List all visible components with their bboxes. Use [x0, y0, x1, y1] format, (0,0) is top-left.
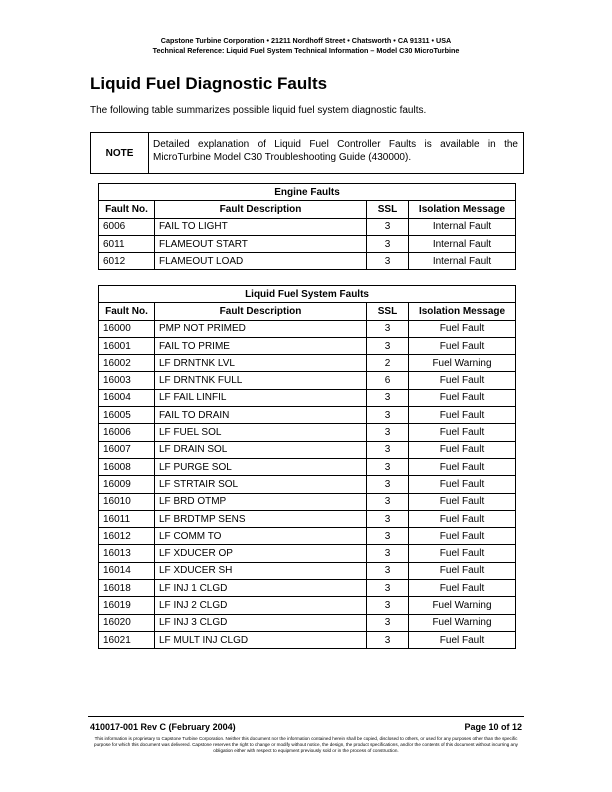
- fault-description: LF MULT INJ CLGD: [155, 631, 367, 648]
- ssl-value: 3: [367, 320, 409, 337]
- fault-number: 16012: [99, 528, 155, 545]
- table-row: [99, 580, 516, 597]
- page-header: [0, 36, 612, 56]
- fault-description: LF COMM TO: [155, 528, 367, 545]
- fault-description: FLAMEOUT START: [155, 235, 367, 252]
- fault-number: 6011: [99, 235, 155, 252]
- isolation-message: Fuel Fault: [409, 562, 516, 579]
- isolation-message: Fuel Fault: [409, 458, 516, 475]
- fault-number: 16021: [99, 631, 155, 648]
- note-text: Detailed explanation of Liquid Fuel Controller Faults is available in the MicroTurbine Model C30 Troubleshooting Guide (430000).: [153, 139, 518, 163]
- isolation-message: Fuel Fault: [409, 528, 516, 545]
- isolation-message: Fuel Fault: [409, 407, 516, 424]
- fault-number: 16001: [99, 337, 155, 354]
- header-reference: Technical Reference: Liquid Fuel System Technical Information – Model C30 MicroTurbine: [152, 46, 460, 55]
- fault-description: LF FAIL LINFIL: [155, 389, 367, 406]
- fault-description: LF DRNTNK LVL: [155, 355, 367, 372]
- fault-number: 16008: [99, 458, 155, 475]
- table-row: [99, 424, 516, 441]
- fault-description: LF INJ 1 CLGD: [155, 580, 367, 597]
- ssl-value: 3: [367, 253, 409, 270]
- isolation-message: Fuel Fault: [409, 372, 516, 389]
- fault-description: LF XDUCER SH: [155, 562, 367, 579]
- table-row: [99, 355, 516, 372]
- table-row: [99, 476, 516, 493]
- column-header: Fault Description: [155, 303, 367, 320]
- table-row: [99, 407, 516, 424]
- fault-description: LF STRTAIR SOL: [155, 476, 367, 493]
- ssl-value: 3: [367, 631, 409, 648]
- table-row: [99, 337, 516, 354]
- column-header: Isolation Message: [409, 201, 516, 218]
- fault-number: 16005: [99, 407, 155, 424]
- ssl-value: 3: [367, 493, 409, 510]
- footer-disclaimer: This information is proprietary to Capstone Turbine Corporation. Neither this document nor the information contained herein shall be copied, disclosed to others, or used for any purposes other than the specific purpose for which this document was delivered. Capstone reserves the right to change or modify without notice, the design, the product specifications, and/or the contents of this document without incurring any obligation either with respect to equipment previously sold or in the process of construction.: [94, 736, 518, 754]
- ssl-value: 3: [367, 545, 409, 562]
- isolation-message: Fuel Fault: [409, 545, 516, 562]
- isolation-message: Fuel Fault: [409, 389, 516, 406]
- isolation-message: Fuel Fault: [409, 631, 516, 648]
- table-row: [99, 493, 516, 510]
- fault-description: FAIL TO PRIME: [155, 337, 367, 354]
- header-address: Capstone Turbine Corporation • 21211 Nordhoff Street • Chatsworth • CA 91311 • USA: [160, 36, 452, 45]
- page-title: Liquid Fuel Diagnostic Faults: [90, 74, 328, 93]
- isolation-message: Internal Fault: [409, 253, 516, 270]
- table-row: [99, 510, 516, 527]
- fault-number: 16014: [99, 562, 155, 579]
- column-header: Fault Description: [155, 201, 367, 218]
- fault-number: 6012: [99, 253, 155, 270]
- isolation-message: Internal Fault: [409, 235, 516, 252]
- fault-number: 16002: [99, 355, 155, 372]
- fault-description: LF DRNTNK FULL: [155, 372, 367, 389]
- isolation-message: Fuel Warning: [409, 614, 516, 631]
- isolation-message: Internal Fault: [409, 218, 516, 235]
- isolation-message: Fuel Warning: [409, 597, 516, 614]
- table-row: [99, 545, 516, 562]
- fault-description: FAIL TO LIGHT: [155, 218, 367, 235]
- ssl-value: 3: [367, 597, 409, 614]
- note-label: NOTE: [91, 133, 149, 173]
- table-title: Liquid Fuel System Faults: [99, 286, 516, 303]
- fault-number: 16020: [99, 614, 155, 631]
- table-row: [99, 614, 516, 631]
- table-row: [99, 320, 516, 337]
- column-header: SSL: [367, 201, 409, 218]
- fault-description: FAIL TO DRAIN: [155, 407, 367, 424]
- table-row: [99, 528, 516, 545]
- isolation-message: Fuel Fault: [409, 476, 516, 493]
- fault-number: 16019: [99, 597, 155, 614]
- column-header: Fault No.: [99, 303, 155, 320]
- fault-description: FLAMEOUT LOAD: [155, 253, 367, 270]
- engine-faults-table: [98, 183, 516, 270]
- ssl-value: 3: [367, 580, 409, 597]
- table-title: Engine Faults: [99, 184, 516, 201]
- ssl-value: 3: [367, 407, 409, 424]
- isolation-message: Fuel Fault: [409, 493, 516, 510]
- fault-description: LF PURGE SOL: [155, 458, 367, 475]
- ssl-value: 3: [367, 476, 409, 493]
- isolation-message: Fuel Fault: [409, 424, 516, 441]
- table-row: [99, 631, 516, 648]
- fault-number: 16011: [99, 510, 155, 527]
- table-row: [99, 441, 516, 458]
- ssl-value: 3: [367, 441, 409, 458]
- fault-description: PMP NOT PRIMED: [155, 320, 367, 337]
- ssl-value: 3: [367, 562, 409, 579]
- fault-number: 16004: [99, 389, 155, 406]
- fault-description: LF DRAIN SOL: [155, 441, 367, 458]
- ssl-value: 3: [367, 528, 409, 545]
- ssl-value: 2: [367, 355, 409, 372]
- ssl-value: 3: [367, 510, 409, 527]
- isolation-message: Fuel Warning: [409, 355, 516, 372]
- fault-description: LF BRD OTMP: [155, 493, 367, 510]
- ssl-value: 3: [367, 424, 409, 441]
- fault-number: 16006: [99, 424, 155, 441]
- fault-number: 16003: [99, 372, 155, 389]
- fault-description: LF BRDTMP SENS: [155, 510, 367, 527]
- note-box: [90, 132, 524, 174]
- isolation-message: Fuel Fault: [409, 510, 516, 527]
- ssl-value: 3: [367, 218, 409, 235]
- ssl-value: 6: [367, 372, 409, 389]
- fault-number: 16013: [99, 545, 155, 562]
- fault-number: 16000: [99, 320, 155, 337]
- table-row: [99, 372, 516, 389]
- ssl-value: 3: [367, 458, 409, 475]
- column-header: SSL: [367, 303, 409, 320]
- column-header: Isolation Message: [409, 303, 516, 320]
- liquid-fuel-faults-table: [98, 285, 516, 649]
- footer-divider: [88, 716, 524, 717]
- ssl-value: 3: [367, 337, 409, 354]
- fault-number: 16009: [99, 476, 155, 493]
- table-row: [99, 562, 516, 579]
- footer-page-number: Page 10 of 12: [464, 722, 522, 732]
- table-row: [99, 597, 516, 614]
- isolation-message: Fuel Fault: [409, 320, 516, 337]
- ssl-value: 3: [367, 614, 409, 631]
- fault-description: LF FUEL SOL: [155, 424, 367, 441]
- ssl-value: 3: [367, 389, 409, 406]
- table-row: [99, 253, 516, 270]
- column-header: Fault No.: [99, 201, 155, 218]
- table-row: [99, 218, 516, 235]
- isolation-message: Fuel Fault: [409, 441, 516, 458]
- fault-description: LF XDUCER OP: [155, 545, 367, 562]
- fault-description: LF INJ 2 CLGD: [155, 597, 367, 614]
- isolation-message: Fuel Fault: [409, 337, 516, 354]
- fault-number: 16007: [99, 441, 155, 458]
- fault-description: LF INJ 3 CLGD: [155, 614, 367, 631]
- fault-number: 16010: [99, 493, 155, 510]
- fault-number: 6006: [99, 218, 155, 235]
- table-row: [99, 458, 516, 475]
- table-row: [99, 235, 516, 252]
- ssl-value: 3: [367, 235, 409, 252]
- isolation-message: Fuel Fault: [409, 580, 516, 597]
- footer-doc-id: 410017-001 Rev C (February 2004): [90, 722, 236, 732]
- table-row: [99, 389, 516, 406]
- fault-number: 16018: [99, 580, 155, 597]
- intro-text: The following table summarizes possible liquid fuel system diagnostic faults.: [90, 105, 427, 116]
